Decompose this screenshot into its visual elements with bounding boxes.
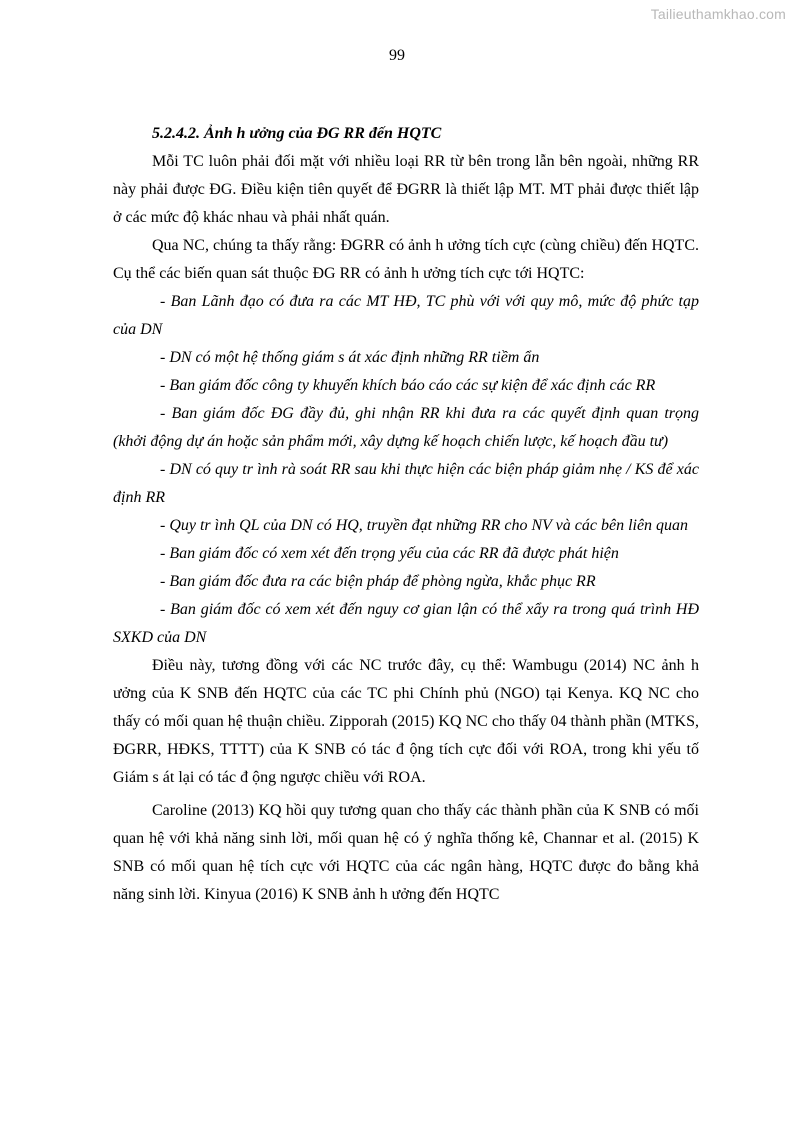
- list-item: - Ban giám đốc ĐG đầy đủ, ghi nhận RR khi đưa ra các quyết định quan trọng (khởi động dự án hoặc sản phẩm mới, xây dựng kế hoạch chiến lược, kế hoạch đầu tư): [113, 405, 699, 450]
- list-item: - Ban giám đốc có xem xét đến trọng yếu của các RR đã được phát hiện: [160, 545, 619, 562]
- list-item: - DN có quy tr ình rà soát RR sau khi thực hiện các biện pháp giảm nhẹ / KS để xác định RR: [113, 461, 699, 506]
- list-item: - Ban Lãnh đạo có đưa ra các MT HĐ, TC phù với với quy mô, mức độ phức tạp của DN: [113, 293, 699, 338]
- paragraph-prior-studies: Điều này, tương đồng với các NC trước đây, cụ thể: Wambugu (2014) NC ảnh h ưởng của K SNB đến HQTC của các TC phi Chính phủ (NGO) tại Kenya. KQ NC cho thấy có mối quan hệ thuận chiều. Zipporah (2015) KQ NC cho thấy 04 thành phần (MTKS, ĐGRR, HĐKS, TTTT) của K SNB có tác đ ộng tích cực đối với ROA, trong khi yếu tố Giám s át lại có tác đ ộng ngược chiều với ROA.: [113, 657, 699, 786]
- document-body: [113, 120, 699, 909]
- list-item: - DN có một hệ thống giám s át xác định những RR tiềm ẩn: [160, 349, 540, 366]
- paragraph-intro: Mỗi TC luôn phải đối mặt với nhiều loại RR từ bên trong lẫn bên ngoài, những RR này phải được ĐG. Điều kiện tiên quyết để ĐGRR là thiết lập MT. MT phải được thiết lập ở các mức độ khác nhau và phải nhất quán.: [113, 153, 699, 226]
- list-item: - Ban giám đốc công ty khuyến khích báo cáo các sự kiện để xác định các RR: [160, 377, 656, 394]
- list-item: - Ban giám đốc đưa ra các biện pháp để phòng ngừa, khắc phục RR: [160, 573, 596, 590]
- watermark-text: Tailieuthamkhao.com: [650, 6, 786, 22]
- list-item: - Ban giám đốc có xem xét đến nguy cơ gian lận có thể xẩy ra trong quá trình HĐ SXKD của DN: [113, 601, 699, 646]
- paragraph-caroline: Caroline (2013) KQ hồi quy tương quan cho thấy các thành phần của K SNB có mối quan hệ với khả năng sinh lời, mối quan hệ có ý nghĩa thống kê, Channar et al. (2015) K SNB có mối quan hệ tích cực với HQTC của các ngân hàng, HQTC được đo bằng khả năng sinh lời. Kinyua (2016) K SNB ảnh h ưởng đến HQTC: [113, 802, 699, 903]
- paragraph-findings: Qua NC, chúng ta thấy rằng: ĐGRR có ảnh h ưởng tích cực (cùng chiều) đến HQTC. Cụ thể các biến quan sát thuộc ĐG RR có ảnh h ưởng tích cực tới HQTC:: [113, 237, 699, 282]
- list-item: - Quy tr ình QL của DN có HQ, truyền đạt những RR cho NV và các bên liên quan: [160, 517, 689, 534]
- section-heading: 5.2.4.2. Ảnh h ưởng của ĐG RR đến HQTC: [152, 125, 442, 142]
- risk-variable-list: [113, 288, 699, 652]
- page-number: 99: [389, 47, 405, 64]
